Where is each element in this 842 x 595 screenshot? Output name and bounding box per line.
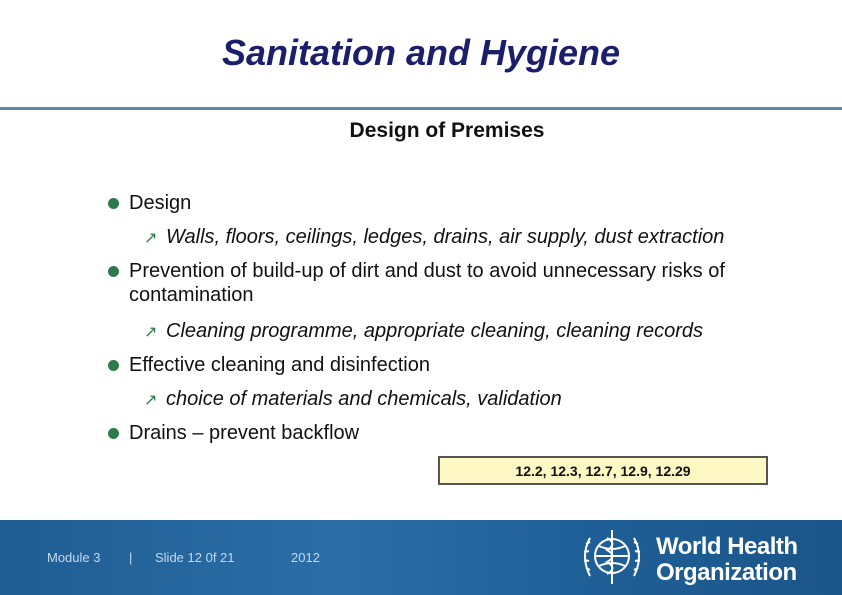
bullet-item [108, 259, 798, 307]
reference-box: 12.2, 12.3, 12.7, 12.9, 12.29 [438, 456, 768, 485]
slide-subtitle: Design of Premises [349, 119, 545, 142]
bullet-text-line2: contamination [129, 284, 254, 306]
slide-number: Slide 12 0f 21 [155, 550, 235, 565]
sub-bullet-text: Walls, floors, ceilings, ledges, drains, air supply, dust extraction [166, 226, 725, 248]
bullet-text: Design [129, 192, 192, 214]
sub-bullet-item [144, 225, 824, 251]
bullet-item [108, 353, 798, 377]
sub-bullet-text: Cleaning programme, appropriate cleaning, cleaning records [166, 320, 703, 342]
org-name-line1: World Health [656, 533, 798, 560]
bullet-text-line1: Prevention of build-up of dirt and dust to avoid unnecessary risks of [129, 260, 725, 282]
org-name-line2: Organization [656, 559, 797, 586]
footer-year: 2012 [291, 550, 320, 565]
module-label: Module 3 [47, 550, 101, 565]
slide-title: Sanitation and Hygiene [221, 32, 621, 73]
bullet-item [108, 421, 798, 445]
who-emblem-icon [572, 524, 652, 588]
round-bullet-icon [108, 360, 119, 371]
title-divider [0, 107, 842, 110]
bullet-text: Drains – prevent backflow [129, 422, 360, 444]
round-bullet-icon [108, 198, 119, 209]
diagonal-arrow-icon: ↗ [144, 324, 158, 341]
bullet-item [108, 191, 798, 215]
diagonal-arrow-icon: ↗ [144, 392, 158, 409]
round-bullet-icon [108, 266, 119, 277]
bullet-text: Effective cleaning and disinfection [129, 354, 430, 376]
sub-bullet-item [144, 387, 824, 413]
round-bullet-icon [108, 428, 119, 439]
footer-separator: | [129, 550, 133, 565]
sub-bullet-item [144, 319, 824, 345]
diagonal-arrow-icon: ↗ [144, 230, 158, 247]
sub-bullet-text: choice of materials and chemicals, validation [166, 388, 562, 410]
